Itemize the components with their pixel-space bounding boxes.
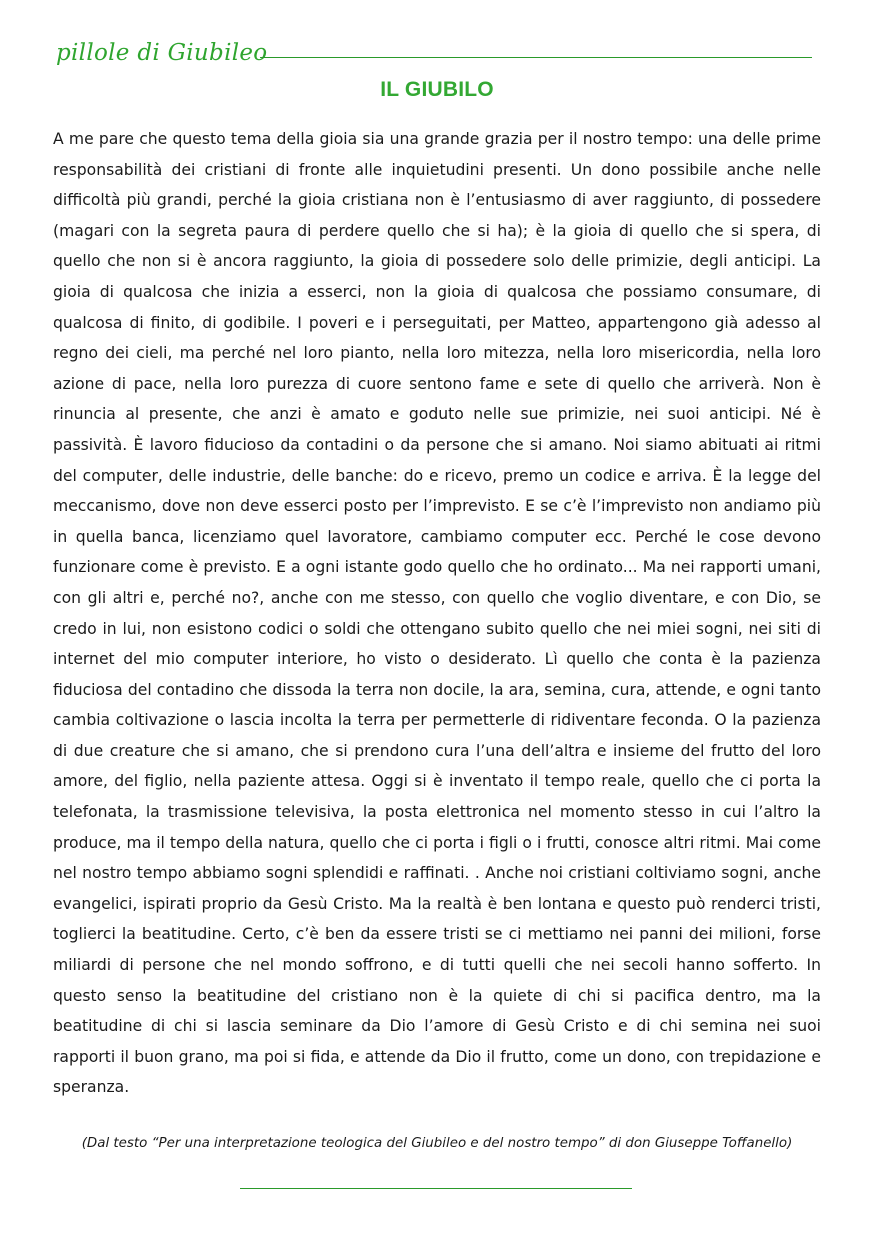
- body-paragraph: A me pare che questo tema della gioia sia una grande grazia per il nostro tempo: una delle prime responsabilità dei cristiani di fronte alle inquietudini presenti. Un dono possibile anche nelle difficoltà più grandi, perché la gioia cristiana non è l’entusiasmo di aver raggiunto, di possedere (magari con la segreta paura di perdere quello che si ha); è la gioia di quello che si spera, di quello che non si è ancora raggiunto, la gioia di possedere solo delle primizie, degli anticipi. La gioia di qualcosa che inizia a esserci, non la gioia di qualcosa che possiamo consumare, di qualcosa di finito, di godibile. I poveri e i perseguitati, per Matteo, appartengono già adesso al regno dei cieli, ma perché nel loro pianto, nella loro mitezza, nella loro misericordia, nella loro azione di pace, nella loro purezza di cuore sentono fame e sete di quello che arriverà. Non è rinuncia al presente, che anzi è amato e goduto nelle sue primizie, nei suoi anticipi. Né è passività. È lavoro fiducioso da contadini o da persone che si amano. Noi siamo abituati ai ritmi del computer, delle industrie, delle banche: do e ricevo, premo un codice e arriva. È la legge del meccanismo, dove non deve esserci posto per l’imprevisto. E se c’è l’imprevisto non andiamo più in quella banca, licenziamo quel lavoratore, cambiamo computer ecc. Perché le cose devono funzionare come è previsto. E a ogni istante godo quello che ho ordinato... Ma nei rapporti umani, con gli altri e, perché no?, anche con me stesso, con quello che voglio diventare, e con Dio, se credo in lui, non esistono codici o soldi che ottengano subito quello che nei miei sogni, nei siti di internet del mio computer interiore, ho visto o desiderato. Lì quello che conta è la pazienza fiduciosa del contadino che dissoda la terra non docile, la ara, semina, cura, attende, e ogni tanto cambia coltivazione o lascia incolta la terra per permetterle di ridiventare feconda. O la pazienza di due creature che si amano, che si prendono cura l’una dell’altra e insieme del frutto del loro amore, del figlio, nella paziente attesa. Oggi si è inventato il tempo reale, quello che ci porta la telefonata, la trasmissione televisiva, la posta elettronica nel momento stesso in cui l’altro la produce, ma il tempo della natura, quello che ci porta i figli o i frutti, conosce altri ritmi. Mai come nel nostro tempo abbiamo sogni splendidi e raffinati. . Anche noi cristiani coltiviamo sogni, anche evangelici, ispirati proprio da Gesù Cristo. Ma la realtà è ben lontana e questo può renderci tristi, toglierci la beatitudine. Certo, c’è ben da essere tristi se ci mettiamo nei panni dei milioni, forse miliardi di persone che nel mondo soffrono, e di tutti quelli che nei secoli hanno sofferto. In questo senso la beatitudine del cristiano non è la quiete di chi si pacifica dentro, ma la beatitudine di chi si lascia seminare da Dio l’amore di Gesù Cristo e di chi semina nei suoi rapporti il buon grano, ma poi si fida, e attende da Dio il frutto, come un dono, con trepidazione e speranza.: [53, 130, 821, 1097]
- source-citation: (Dal testo “Per una interpretazione teologica del Giubileo e del nostro tempo” di don Giuseppe Toffanello): [81, 1136, 793, 1151]
- header-divider: [260, 57, 812, 58]
- footer-divider: [240, 1188, 632, 1189]
- page-title: IL GIUBILO: [380, 78, 494, 101]
- page-header: [56, 40, 816, 80]
- series-logo: pillole di Giubileo: [56, 40, 268, 66]
